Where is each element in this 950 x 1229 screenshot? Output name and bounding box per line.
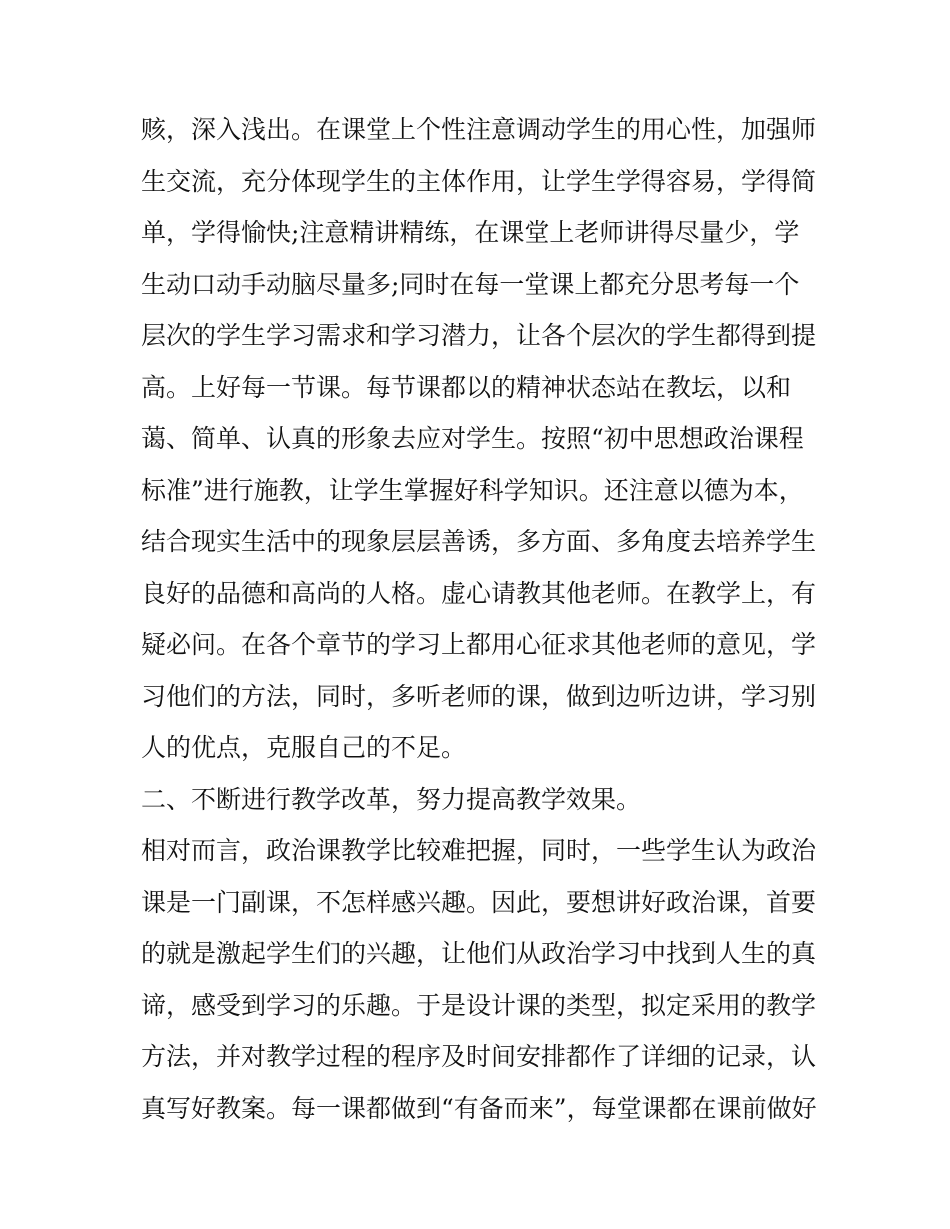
text-line: 习他们的方法，同时，多听老师的课，做到边听边讲，学习别: [141, 681, 817, 711]
text-line: 结合现实生活中的现象层层善诱，多方面、多角度去培养学生: [141, 527, 817, 556]
text-line: 层次的学生学习需求和学习潜力，让各个层次的学生都得到提: [141, 321, 817, 350]
text-line: 谛，感受到学习的乐趣。于是设计课的类型，拟定采用的教学: [141, 990, 817, 1020]
text-line: 良好的品德和高尚的人格。虚心请教其他老师。在教学上，有: [141, 578, 817, 608]
text-line: 生交流，充分体现学生的主体作用，让学生学得容易，学得简: [141, 166, 817, 196]
text-line: 单，学得愉快;注意精讲精练，在课堂上老师讲得尽量少，学: [141, 218, 800, 247]
text-line: 方法，并对教学过程的程序及时间安排都作了详细的记录，认: [141, 1042, 817, 1071]
text-line: 的就是激起学生们的兴趣，让他们从政治学习中找到人生的真: [141, 939, 817, 968]
section-heading: 二、不断进行教学改革，努力提高教学效果。: [141, 784, 642, 814]
text-line: 相对而言，政治课教学比较难把握，同时，一些学生认为政治: [141, 836, 817, 865]
text-line: 疑必问。在各个章节的学习上都用心征求其他老师的意见，学: [141, 630, 817, 659]
text-line: 蔼、简单、认真的形象去应对学生。按照“初中思想政治课程: [141, 424, 804, 453]
text-line: 生动口动手动脑尽量多;同时在每一堂课上都充分思考每一个: [141, 269, 800, 299]
text-line: 课是一门副课，不怎样感兴趣。因此，要想讲好政治课，首要: [141, 887, 817, 917]
text-line: 赅，深入浅出。在课堂上个性注意调动学生的用心性，加强师: [141, 115, 817, 144]
body-text: [141, 104, 821, 1134]
text-line: 高。上好每一节课。每节课都以的精神状态站在教坛，以和: [141, 372, 792, 402]
text-line: 人的优点，克服自己的不足。: [141, 733, 467, 762]
text-line: 标准”进行施教，让学生掌握好科学知识。还注意以德为本，: [141, 475, 804, 505]
text-line: 真写好教案。每一课都做到“有备而来”，每堂课都在课前做好: [141, 1093, 817, 1123]
